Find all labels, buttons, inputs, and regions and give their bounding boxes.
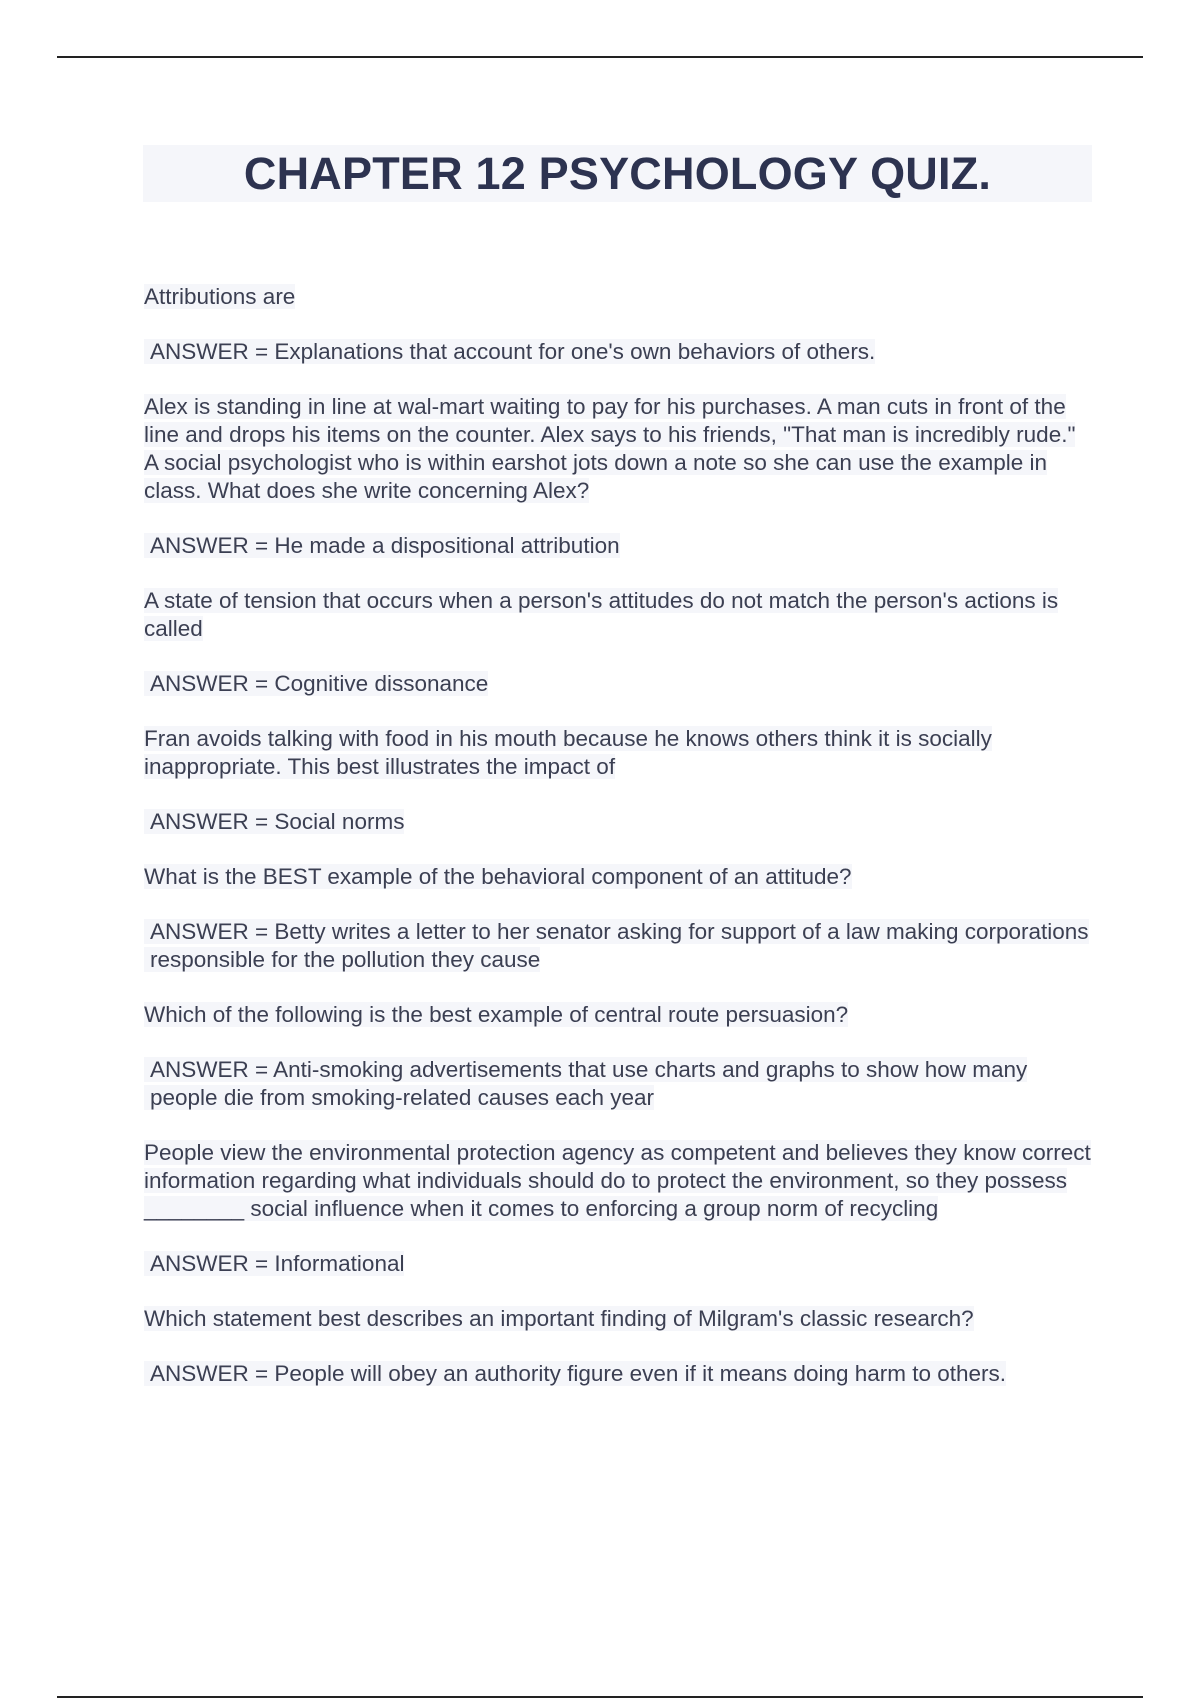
answer-3: ANSWER = Cognitive dissonance (144, 671, 488, 696)
top-rule (57, 56, 1143, 58)
answer-4: ANSWER = Social norms (144, 809, 404, 834)
question-7: People view the environmental protection agency as competent and believes they know correct information regarding what individuals should do to protect the environment, so they possess ________ social influence when it comes to enforcing a group norm of recycling (144, 1140, 1091, 1221)
bottom-rule (57, 1696, 1143, 1698)
qa-item-3 (144, 587, 1094, 698)
answer-text (144, 1360, 1094, 1388)
answer-text (144, 1250, 1094, 1278)
question-text (144, 587, 1094, 643)
answer-text (144, 670, 1094, 698)
question-2: Alex is standing in line at wal-mart waiting to pay for his purchases. A man cuts in front of the line and drops his items on the counter. Alex says to his friends, "That man is incredibly rude." A social psychologist who is within earshot jots down a note so she can use the example in class. What does she write concerning Alex? (144, 394, 1076, 503)
quiz-content (144, 283, 1094, 1415)
question-6: Which of the following is the best example of central route persuasion? (144, 1002, 849, 1027)
qa-item-5 (144, 863, 1094, 974)
answer-5: ANSWER = Betty writes a letter to her senator asking for support of a law making corporations responsible for the pollution they cause (144, 919, 1089, 972)
document-title: CHAPTER 12 PSYCHOLOGY QUIZ. (243, 147, 992, 199)
question-3: A state of tension that occurs when a person's attitudes do not match the person's actions is called (144, 588, 1059, 641)
answer-text (144, 1056, 1094, 1112)
question-1: Attributions are (144, 284, 296, 309)
answer-text (144, 918, 1094, 974)
question-5: What is the BEST example of the behavioral component of an attitude? (144, 864, 852, 889)
question-4: Fran avoids talking with food in his mouth because he knows others think it is socially inappropriate. This best illustrates the impact of (144, 726, 992, 779)
question-text (144, 393, 1094, 505)
title-banner (143, 145, 1092, 202)
question-text (144, 863, 1094, 891)
question-text (144, 1139, 1094, 1223)
answer-text (144, 808, 1094, 836)
question-text (144, 1001, 1094, 1029)
question-text (144, 283, 1094, 311)
qa-item-1 (144, 283, 1094, 366)
answer-6: ANSWER = Anti-smoking advertisements that use charts and graphs to show how many people die from smoking-related causes each year (144, 1057, 1027, 1110)
answer-text (144, 532, 1094, 560)
question-text (144, 1305, 1094, 1333)
answer-text (144, 338, 1094, 366)
question-text (144, 725, 1094, 781)
question-8: Which statement best describes an important finding of Milgram's classic research? (144, 1306, 974, 1331)
answer-2: ANSWER = He made a dispositional attribution (144, 533, 620, 558)
answer-1: ANSWER = Explanations that account for one's own behaviors of others. (144, 339, 875, 364)
answer-7: ANSWER = Informational (144, 1251, 404, 1276)
qa-item-8 (144, 1305, 1094, 1388)
qa-item-4 (144, 725, 1094, 836)
answer-8: ANSWER = People will obey an authority figure even if it means doing harm to others. (144, 1361, 1006, 1386)
qa-item-6 (144, 1001, 1094, 1112)
qa-item-7 (144, 1139, 1094, 1278)
qa-item-2 (144, 393, 1094, 560)
